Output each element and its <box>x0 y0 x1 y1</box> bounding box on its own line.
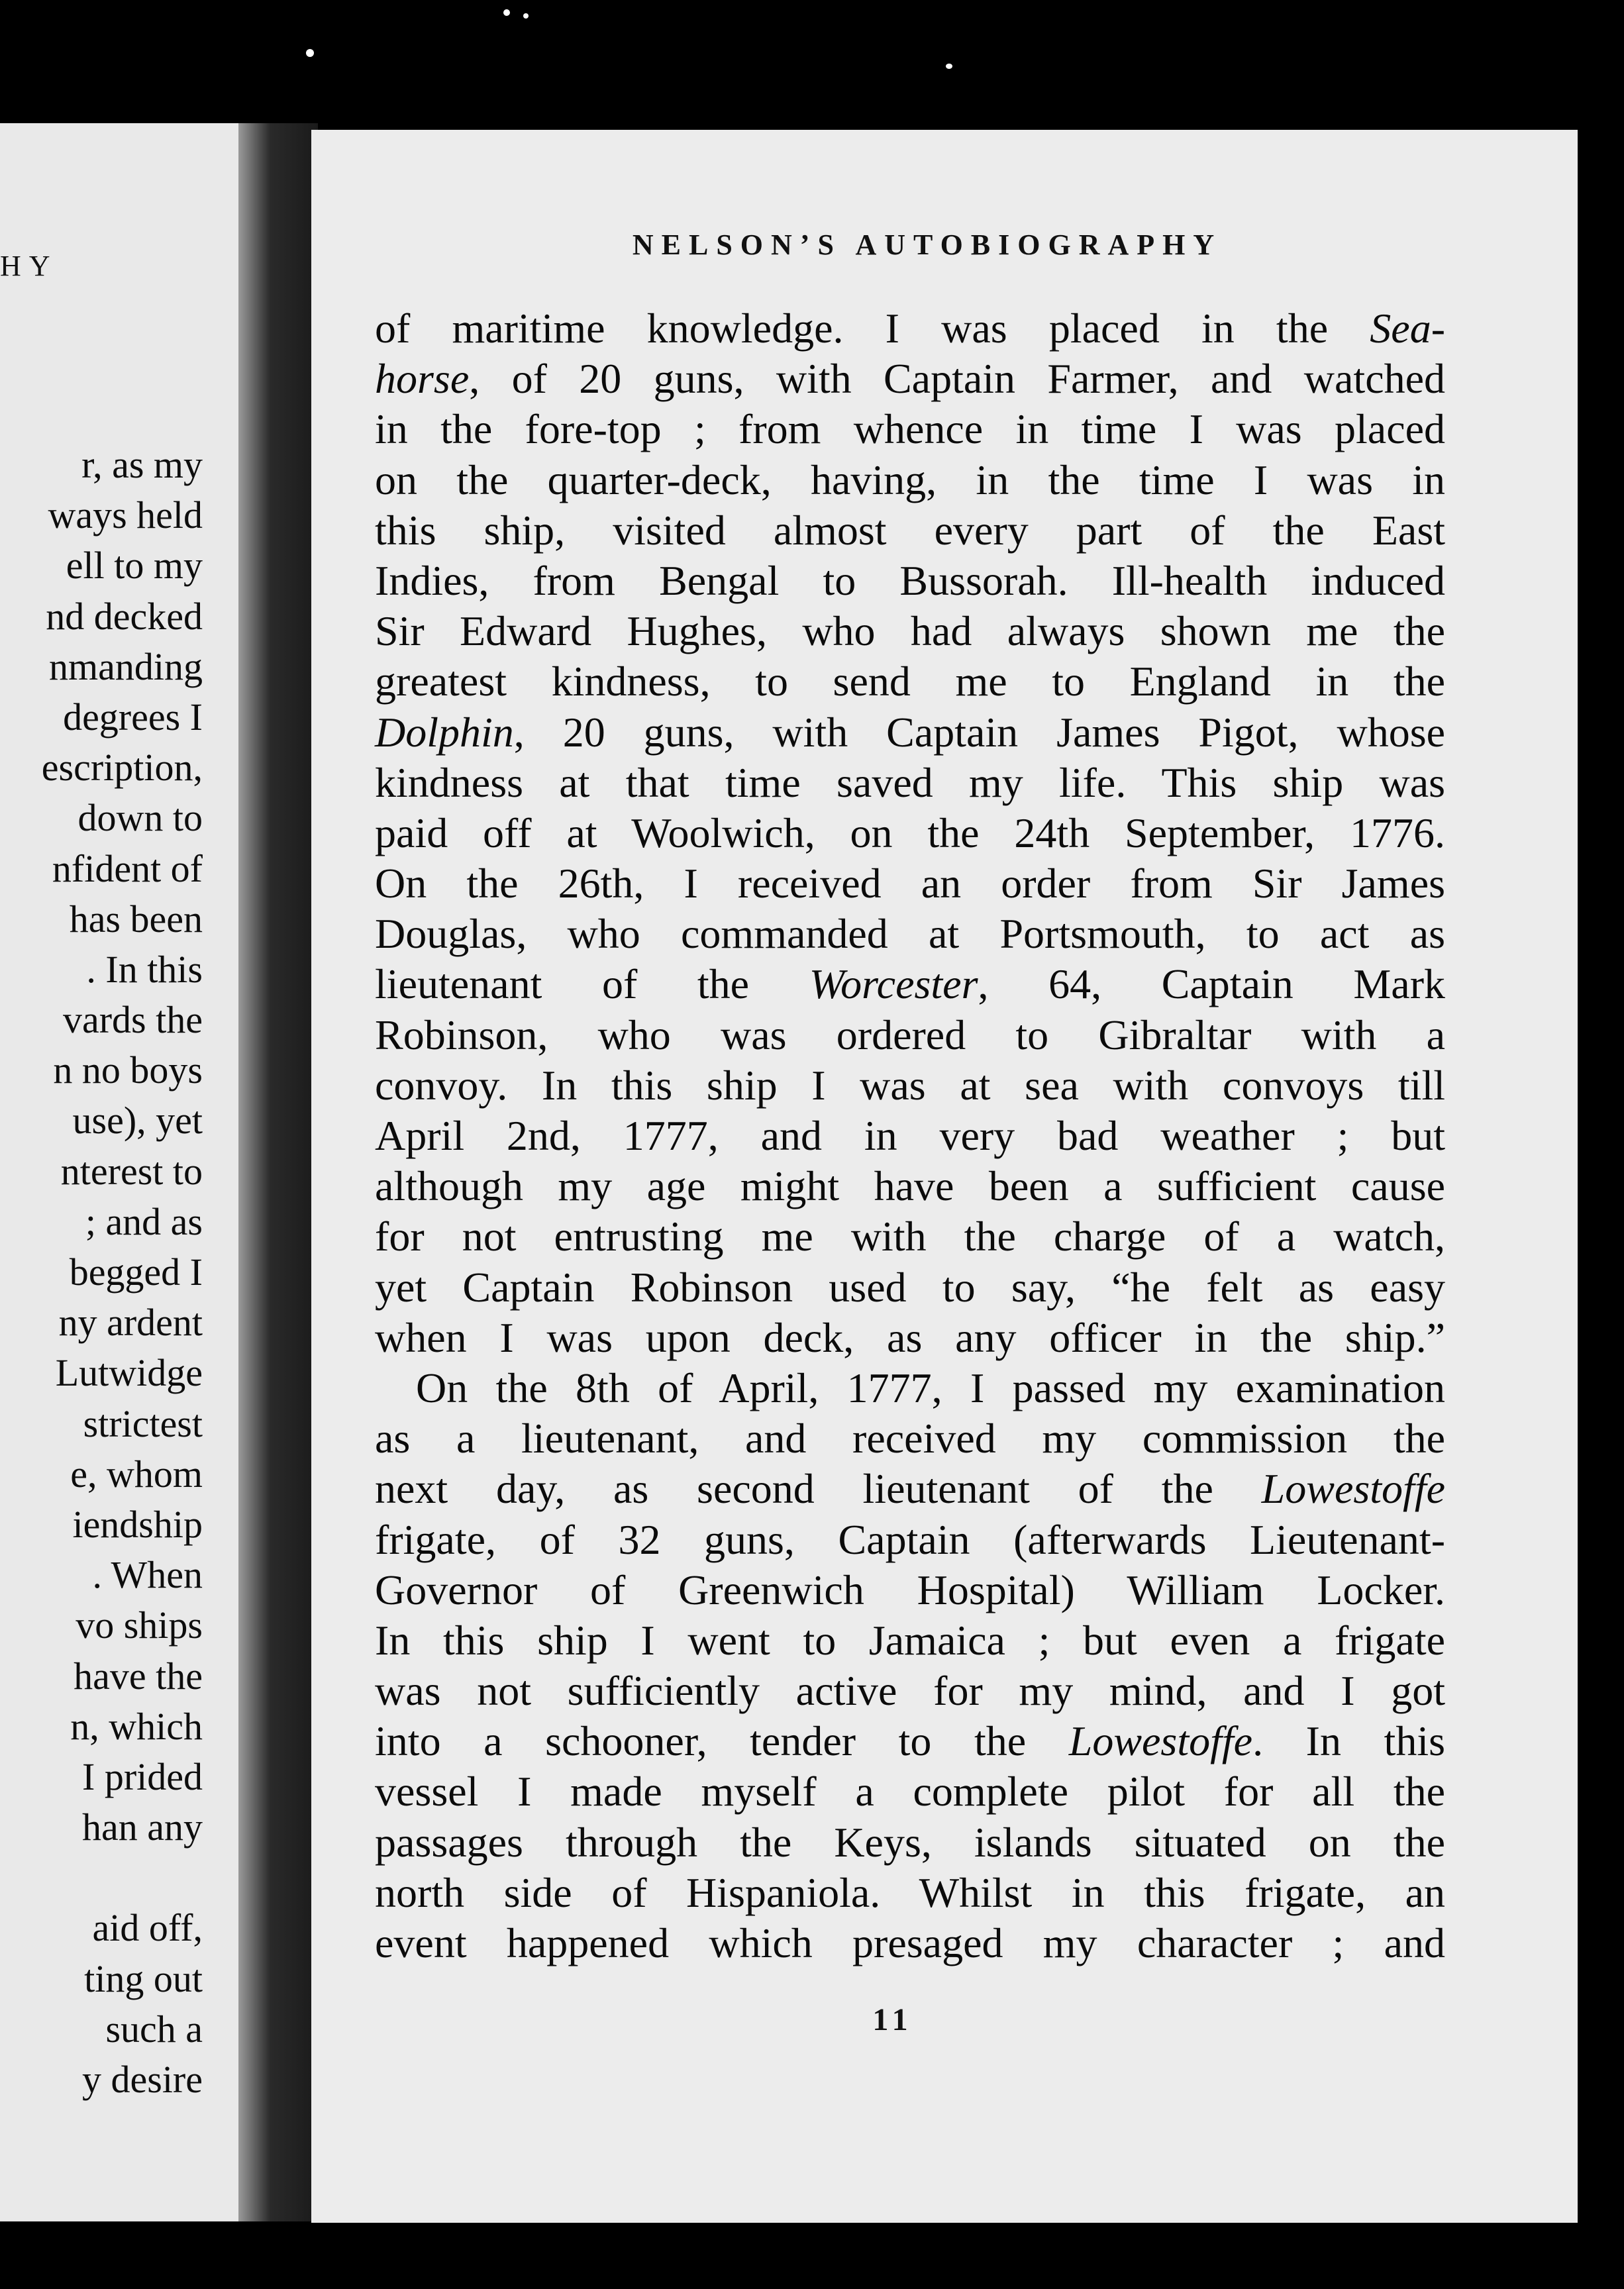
text-span: kindness at that time saved my life. This ship was <box>375 758 1445 806</box>
left-text-line: ; and as <box>85 1199 203 1243</box>
italic-span: Lowestoffe <box>1068 1717 1253 1765</box>
text-line <box>375 959 1445 1009</box>
text-span: In this ship I went to Jamaica ; but even a frigate <box>375 1616 1445 1664</box>
text-span: April 2nd, 1777, and in very bad weather ; but <box>375 1112 1445 1159</box>
text-line <box>375 404 1445 454</box>
text-line <box>375 1868 1445 1918</box>
text-span: was not sufficiently active for my mind, and I got <box>375 1667 1445 1715</box>
text-span: On the 26th, I received an order from Sir James <box>375 860 1445 907</box>
left-text-line: ting out <box>84 1957 203 2000</box>
text-line <box>375 808 1445 858</box>
left-text-line: iendship <box>72 1502 203 1546</box>
italic-span: Sea- <box>1370 305 1445 352</box>
left-text-line: nmanding <box>49 644 203 688</box>
text-span: of maritime knowledge. I was placed in the <box>375 305 1370 352</box>
left-text-line: nfident of <box>52 846 203 890</box>
left-text-line: nd decked <box>46 594 203 638</box>
text-span: on the quarter-deck, having, in the time I was in <box>375 456 1445 503</box>
left-text-line: Lutwidge <box>55 1351 203 1395</box>
left-text-line: vards the <box>63 998 203 1042</box>
text-span: next day, as second lieutenant of the <box>375 1465 1262 1513</box>
text-span: , of 20 guns, with Captain Farmer, and watched <box>469 355 1445 403</box>
text-span: frigate, of 32 guns, Captain (afterwards Lieutenant- <box>375 1515 1445 1563</box>
page-number: 11 <box>872 2002 913 2037</box>
left-running-head-fragment: HY <box>0 250 58 282</box>
text-line <box>375 909 1445 959</box>
text-line <box>375 1262 1445 1313</box>
left-text-line: ny ardent <box>58 1301 203 1345</box>
text-span: passages through the Keys, islands situated on the <box>375 1818 1445 1866</box>
text-line <box>375 606 1445 656</box>
right-page <box>311 130 1578 2223</box>
text-span: as a lieutenant, and received my commission the <box>375 1415 1445 1462</box>
left-text-line: escription, <box>41 746 203 789</box>
left-text-line: I prided <box>82 1755 203 1798</box>
text-line <box>375 1464 1445 1514</box>
text-span: although my age might have been a sufficient cause <box>375 1162 1445 1210</box>
text-span: . In this <box>1252 1717 1445 1765</box>
text-line <box>375 556 1445 606</box>
left-text-line: strictest <box>83 1401 203 1445</box>
text-line <box>375 1716 1445 1766</box>
left-text-line: down to <box>77 796 203 840</box>
text-span: paid off at Woolwich, on the 24th September, 1776. <box>375 809 1445 856</box>
text-line <box>375 1565 1445 1615</box>
italic-span: Lowestoffe <box>1261 1465 1445 1513</box>
film-speck <box>946 64 952 69</box>
left-text-line: n no boys <box>53 1048 203 1092</box>
left-text-line: use), yet <box>72 1099 203 1143</box>
text-span: vessel I made myself a complete pilot for all the <box>375 1768 1445 1815</box>
text-line <box>375 1666 1445 1716</box>
text-span: into a schooner, tender to the <box>375 1717 1069 1765</box>
left-page-text <box>0 440 203 2105</box>
left-text-line: han any <box>82 1806 203 1849</box>
text-span: event happened which presaged my character ; and <box>375 1919 1445 1966</box>
text-line <box>375 1313 1445 1363</box>
text-line <box>375 1413 1445 1464</box>
text-line <box>375 354 1445 404</box>
left-text-line: begged I <box>69 1250 203 1294</box>
text-span: when I was upon deck, as any officer in the ship.” <box>375 1313 1445 1361</box>
text-span: yet Captain Robinson used to say, “he felt as easy <box>375 1263 1445 1311</box>
film-speck <box>503 9 510 16</box>
left-text-line: y desire <box>82 2058 203 2101</box>
text-span: Douglas, who commanded at Portsmouth, to act as <box>375 910 1445 958</box>
left-text-line: have the <box>74 1654 203 1698</box>
text-line <box>375 1766 1445 1817</box>
text-span: in the fore-top ; from whence in time I was placed <box>375 405 1445 453</box>
text-span: Indies, from Bengal to Bussorah. Ill-health induced <box>375 556 1445 604</box>
text-span: north side of Hispaniola. Whilst in this frigate, an <box>375 1868 1445 1916</box>
left-text-line: has been <box>69 897 203 941</box>
text-line <box>375 505 1445 556</box>
text-line <box>375 758 1445 808</box>
text-line <box>375 1010 1445 1060</box>
film-speck <box>523 13 529 19</box>
left-text-line: degrees I <box>63 695 203 738</box>
text-line <box>375 455 1445 505</box>
text-span: , 64, Captain Mark <box>978 960 1445 1008</box>
left-text-line: ways held <box>48 493 203 537</box>
text-span: this ship, visited almost every part of the East <box>375 506 1445 554</box>
left-text-line: ell to my <box>66 544 203 587</box>
text-line <box>375 1211 1445 1262</box>
text-span: Sir Edward Hughes, who had always shown me the <box>375 607 1445 655</box>
text-line <box>375 858 1445 909</box>
text-line <box>375 1615 1445 1666</box>
italic-span: horse <box>375 355 470 403</box>
text-line <box>375 1817 1445 1868</box>
text-line <box>375 707 1445 758</box>
left-text-line: vo ships <box>76 1603 203 1647</box>
text-line <box>375 1060 1445 1111</box>
text-line <box>375 1161 1445 1211</box>
text-line <box>375 1363 1445 1413</box>
italic-span: Dolphin <box>375 708 514 756</box>
film-speck <box>306 49 314 57</box>
text-span: convoy. In this ship I was at sea with convoys till <box>375 1061 1445 1109</box>
text-span: greatest kindness, to send me to England in the <box>375 658 1445 705</box>
left-text-line: r, as my <box>81 443 203 486</box>
book-gutter <box>238 123 318 2221</box>
left-text-line: such a <box>105 2007 203 2051</box>
text-span: Governor of Greenwich Hospital) William Locker. <box>375 1566 1445 1613</box>
text-line <box>375 303 1445 354</box>
left-text-line: . In this <box>86 947 203 991</box>
left-text-line: aid off, <box>92 1906 203 1950</box>
text-span: On the 8th of April, 1777, I passed my examination <box>416 1364 1445 1411</box>
text-span: lieutenant of the <box>375 960 809 1008</box>
left-text-line: e, whom <box>70 1452 203 1496</box>
left-text-line: nterest to <box>60 1149 203 1193</box>
text-line <box>375 1515 1445 1565</box>
text-line <box>375 1918 1445 1968</box>
text-line <box>375 1111 1445 1161</box>
body-text <box>375 303 1445 1968</box>
text-span: Robinson, who was ordered to Gibraltar with a <box>375 1011 1445 1058</box>
italic-span: Worcester <box>809 960 978 1008</box>
text-span: for not entrusting me with the charge of a watch, <box>375 1213 1445 1260</box>
text-line <box>375 656 1445 707</box>
text-span: , 20 guns, with Captain James Pigot, whose <box>513 708 1445 756</box>
left-text-line: n, which <box>70 1704 203 1748</box>
left-text-line: . When <box>92 1553 203 1597</box>
running-head: NELSON’S AUTOBIOGRAPHY <box>632 229 1223 261</box>
